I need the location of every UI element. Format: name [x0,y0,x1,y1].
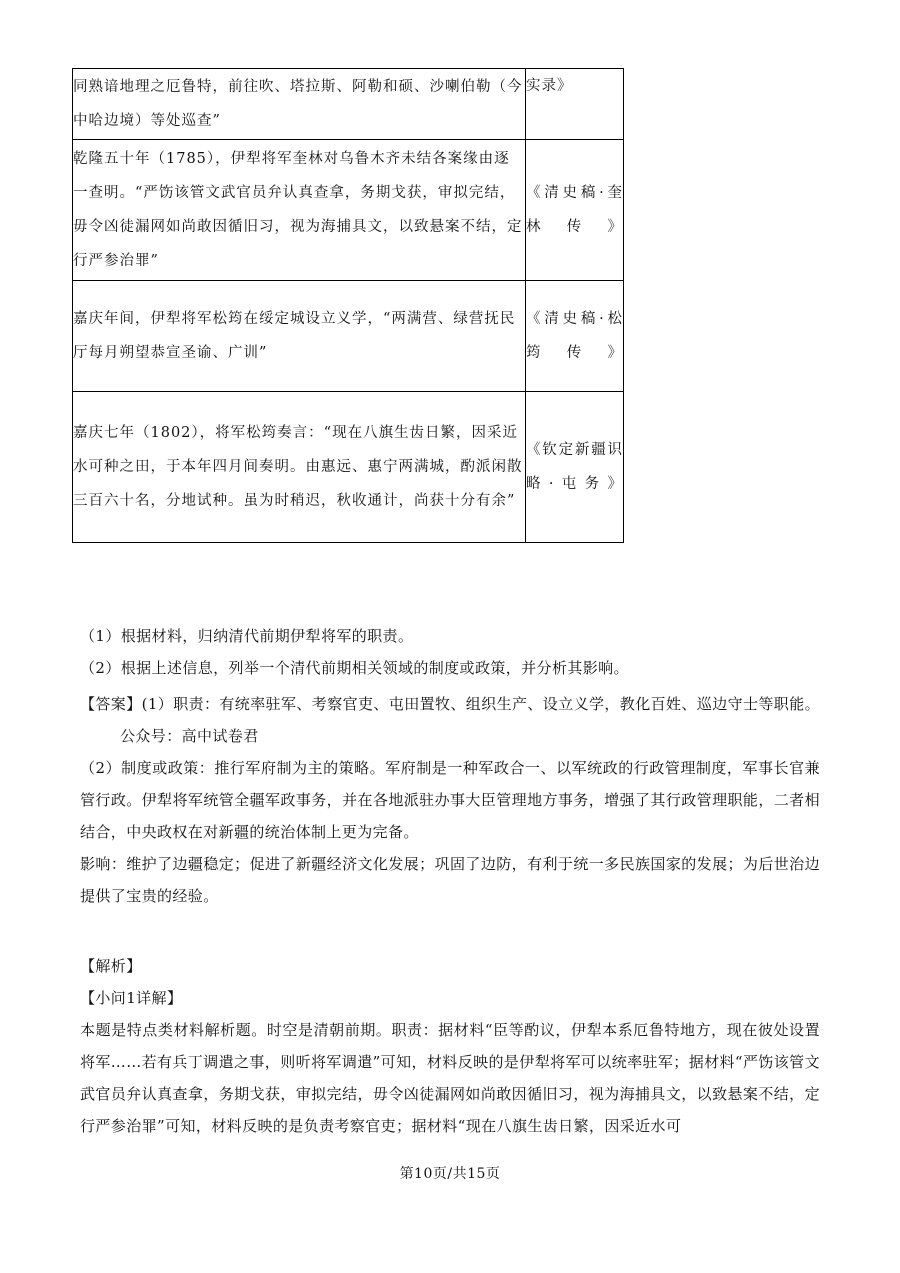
analysis-heading: 【解析】 [80,957,142,975]
table-cell-content: 乾隆五十年（1785），伊犁将军奎林对乌鲁木齐未结各案缘由逐一查明。“严饬该管文武官员弁认真查拿，务期戈获，审拟完结，毋令凶徒漏网如尚敢因循旧习，视为海捕具文，以致悬案不结，定行严参治罪” [73,140,526,281]
table-cell-source: 《钦定新疆识略·屯务》 [526,392,624,543]
analysis-subheading: 【小问1详解】 [80,989,183,1007]
table-cell-content: 同熟谙地理之厄鲁特，前往吹、塔拉斯、阿勒和硕、沙喇伯勒（今中哈边境）等处巡查” [73,69,526,140]
questions-block [80,620,820,684]
table-row [73,281,624,392]
source-table [72,68,624,543]
table-row [73,69,624,140]
question-2: （2）根据上述信息，列举一个清代前期相关领域的制度或政策，并分析其影响。 [80,659,629,677]
answer-part-1-text: 【答案】(1）职责：有统率驻军、考察官吏、屯田置牧、组织生产、设立义学，教化百姓、巡边守士等职能。 [80,695,821,713]
answer-block [80,688,820,912]
table-cell-source: 《清史稿·奎林传》 [526,140,624,281]
answer-paragraph-3: 影响：维护了边疆稳定；促进了新疆经济文化发展；巩固了边防，有利于统一多民族国家的发展；为后世治边提供了宝贵的经验。 [80,855,820,905]
table-cell-content: 嘉庆七年（1802），将军松筠奏言：“现在八旗生齿日繁，因采近水可种之田，于本年四月间奏明。由惠远、惠宁两满城，酌派闲散三百六十名，分地试种。虽为时稍迟，秋收通计，尚获十分有余” [73,392,526,543]
table-cell-source: 实录》 [526,69,624,140]
table-cell-content: 嘉庆年间，伊犁将军松筠在绥定城设立义学，“两满营、绿营抚民厅每月朔望恭宣圣谕、广训” [73,281,526,392]
analysis-body: 本题是特点类材料解析题。时空是清朝前期。职责：据材料“臣等酌议，伊犁本系厄鲁特地方，现在彼处设置将军……若有兵丁调遣之事，则听将军调遣”可知，材料反映的是伊犁将军可以统率驻军；据材料“严饬该管文武官员弁认真查拿，务期戈获，审拟完结，毋令凶徒漏网如尚敢因循旧习，视为海捕具文，以致悬案不结，定行严参治罪”可知，材料反映的是负责考察官吏；据材料“现在八旗生齿日繁，因采近水可 [80,1021,820,1135]
page-footer: 第10页/共15页 [399,1166,501,1182]
answer-paragraph-1 [80,688,820,752]
answer-paragraph-2: （2）制度或政策：推行军府制为主的策略。军府制是一种军政合一、以军统政的行政管理制度，军事长官兼管行政。伊犁将军统管全疆军政事务，并在各地派驻办事大臣管理地方事务，增强了其行政管理职能，二者相结合，中央政权在对新疆的统治体制上更为完备。 [80,759,820,841]
table-cell-source: 《清史稿·松筠传》 [526,281,624,392]
analysis-block [80,950,820,1142]
table-row [73,140,624,281]
table-row [73,392,624,543]
watermark-text: 公众号：高中试卷君 [120,727,259,745]
question-1: （1）根据材料，归纳清代前期伊犁将军的职责。 [80,627,414,645]
